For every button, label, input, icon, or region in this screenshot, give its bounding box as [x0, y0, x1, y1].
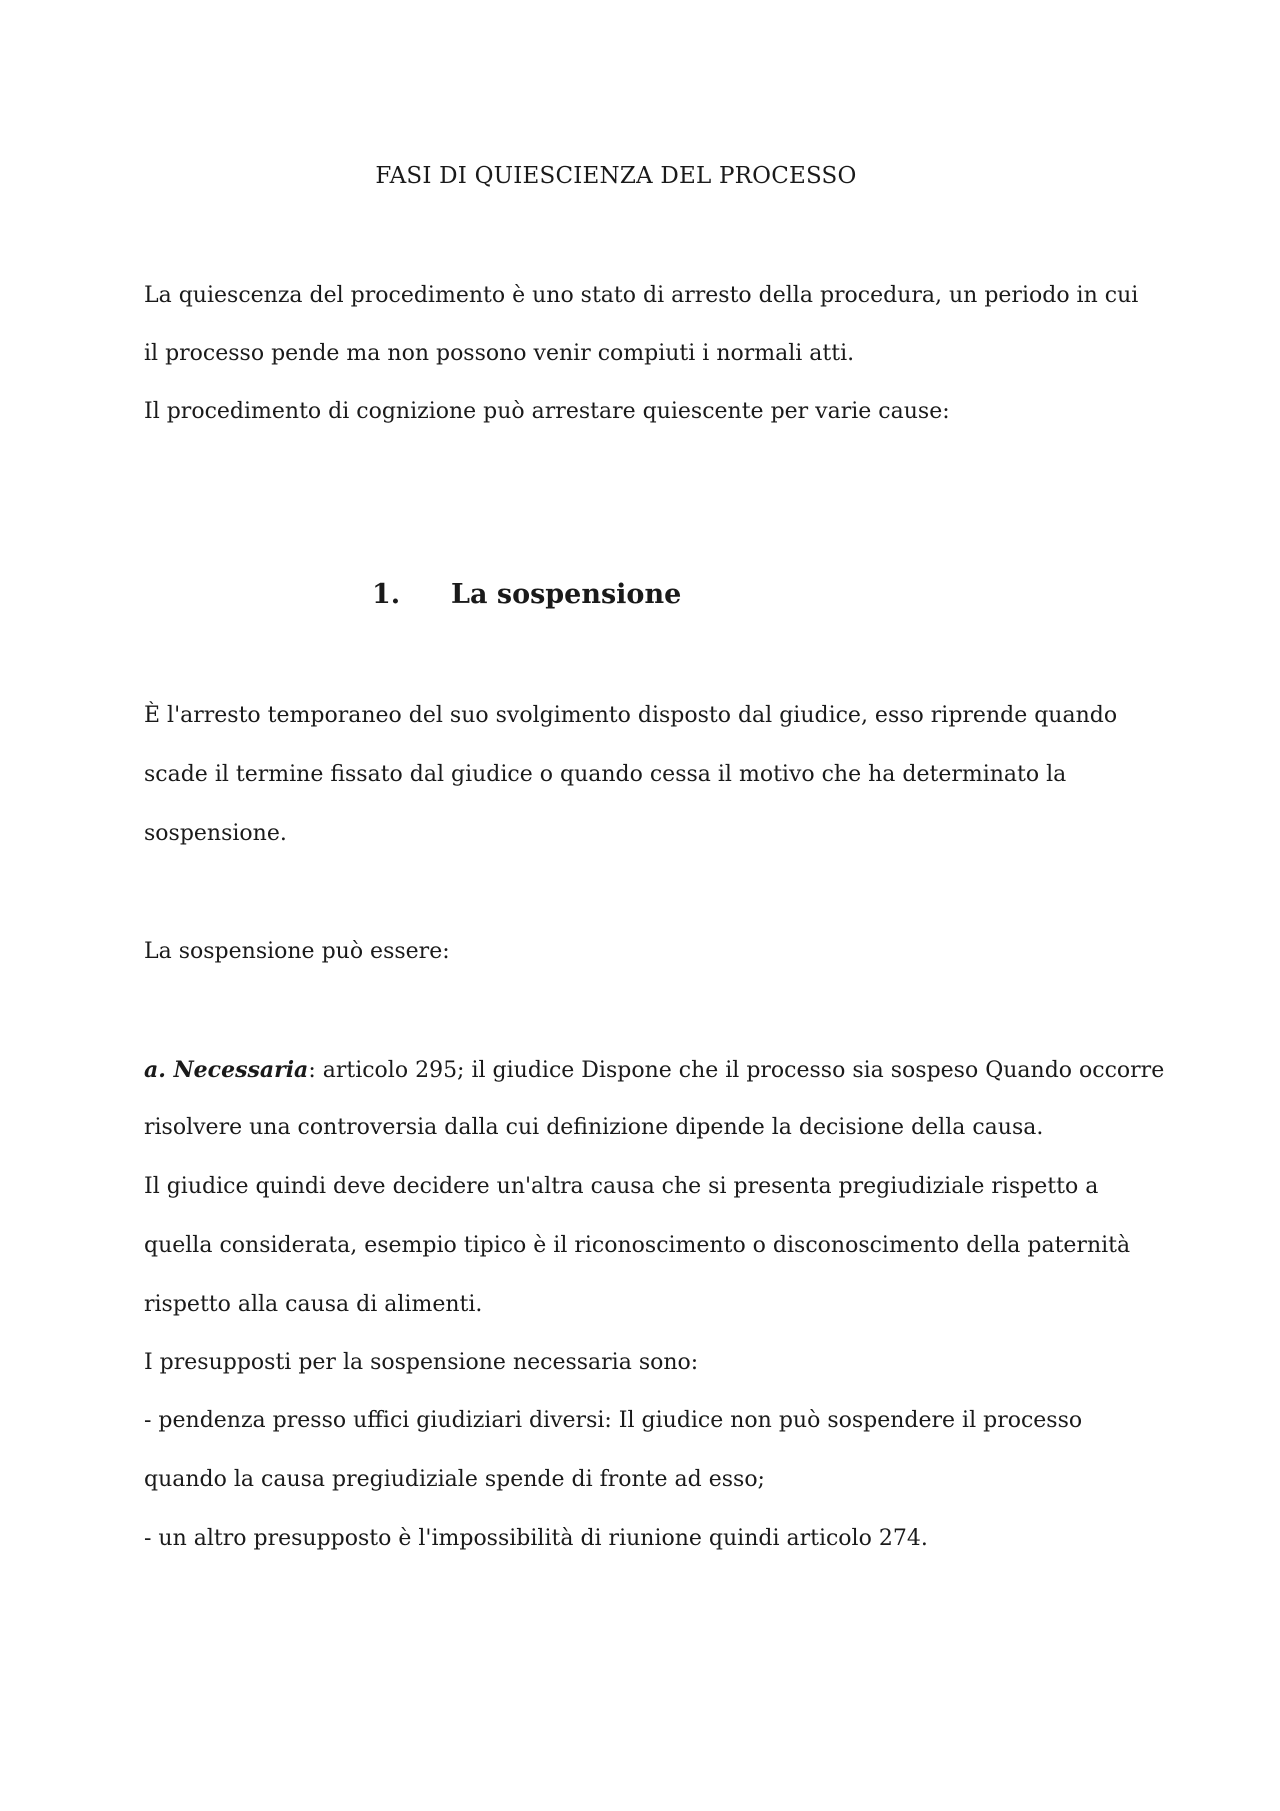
definition-line-2: scade il termine fissato dal giudice o quando cessa il motivo che ha determinato la: [144, 762, 1067, 787]
section-number: 1.: [372, 579, 401, 610]
necessaria-line-1: [144, 1055, 1164, 1086]
intro-line-3: Il procedimento di cognizione può arrestare quiescente per varie cause:: [144, 399, 950, 424]
types-intro: La sospensione può essere:: [144, 939, 450, 964]
intro-line-1: La quiescenza del procedimento è uno stato di arresto della procedura, un periodo in cui: [144, 283, 1139, 308]
intro-line-2: il processo pende ma non possono venir compiuti i normali atti.: [144, 341, 855, 366]
necessaria-line-9: - un altro presupposto è l'impossibilità di riunione quindi articolo 274.: [144, 1526, 928, 1551]
document-title: FASI DI QUIESCIENZA DEL PROCESSO: [375, 163, 857, 189]
necessaria-line-3: Il giudice quindi deve decidere un'altra causa che si presenta pregiudiziale rispetto a: [144, 1174, 1099, 1199]
definition-line-1: È l'arresto temporaneo del suo svolgimento disposto dal giudice, esso riprende quando: [144, 703, 1118, 728]
section-heading: La sospensione: [451, 579, 682, 610]
necessaria-line-5: rispetto alla causa di alimenti.: [144, 1292, 483, 1317]
necessaria-line-1-text: : articolo 295; il giudice Dispone che il processo sia sospeso Quando occorre: [308, 1058, 1165, 1083]
necessaria-line-7: - pendenza presso uffici giudiziari diversi: Il giudice non può sospendere il processo: [144, 1408, 1083, 1433]
necessaria-line-8: quando la causa pregiudiziale spende di fronte ad esso;: [144, 1467, 765, 1492]
definition-line-3: sospensione.: [144, 821, 287, 846]
necessaria-line-6: I presupposti per la sospensione necessaria sono:: [144, 1350, 699, 1375]
necessaria-line-4: quella considerata, esempio tipico è il riconoscimento o disconoscimento della paternità: [144, 1233, 1131, 1258]
necessaria-term: a. Necessaria: [144, 1057, 309, 1083]
necessaria-line-2: risolvere una controversia dalla cui definizione dipende la decisione della causa.: [144, 1115, 1044, 1140]
